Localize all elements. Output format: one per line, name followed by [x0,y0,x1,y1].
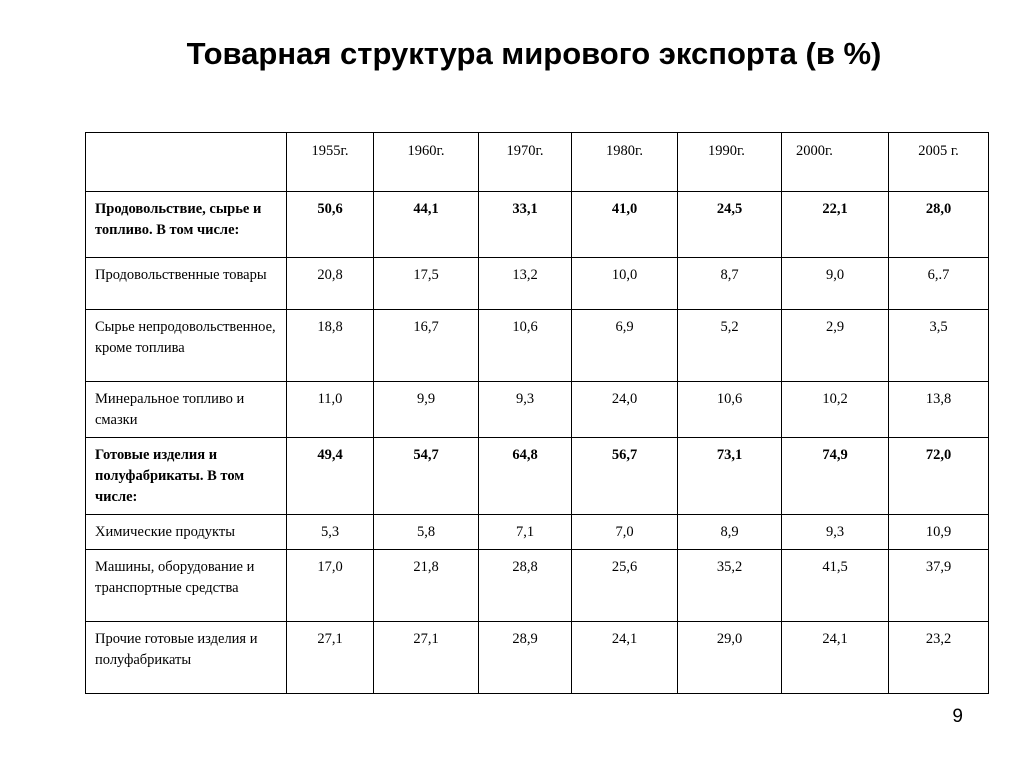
table-cell: 50,6 [287,192,374,258]
table-cell: 8,7 [678,258,782,310]
table-cell: 74,9 [782,438,889,515]
table-cell: 24,5 [678,192,782,258]
table-row [86,622,989,694]
table-cell: 35,2 [678,550,782,622]
table-cell: 17,5 [374,258,479,310]
table-cell: 64,8 [479,438,572,515]
table-cell: 24,1 [572,622,678,694]
column-header: 1960г. [374,133,479,192]
table-corner-cell [86,133,287,192]
table-body [86,192,989,694]
table-cell: 10,0 [572,258,678,310]
table-cell: 27,1 [374,622,479,694]
table-cell: 72,0 [889,438,989,515]
table-cell: 54,7 [374,438,479,515]
table-cell: 17,0 [287,550,374,622]
page-number: 9 [952,706,963,727]
table-cell: 41,5 [782,550,889,622]
table-cell: 18,8 [287,310,374,382]
table-cell: 73,1 [678,438,782,515]
export-structure-table [85,132,989,694]
table-row [86,438,989,515]
table-cell: 56,7 [572,438,678,515]
slide-title: Товарная структура мирового экспорта (в %) [186,36,882,71]
table-row [86,192,989,258]
table-cell: 10,9 [889,515,989,550]
table-cell: 3,5 [889,310,989,382]
table-cell: 6,9 [572,310,678,382]
column-header: 2000г. [782,133,889,192]
table-cell: 20,8 [287,258,374,310]
table-cell: 9,0 [782,258,889,310]
table-row [86,515,989,550]
table-cell: 25,6 [572,550,678,622]
table-cell: 49,4 [287,438,374,515]
column-header: 1970г. [479,133,572,192]
row-label: Продовольственные товары [86,258,287,310]
table-cell: 24,1 [782,622,889,694]
table-cell: 33,1 [479,192,572,258]
table-cell: 5,3 [287,515,374,550]
table-cell: 23,2 [889,622,989,694]
table-cell: 44,1 [374,192,479,258]
row-label: Машины, оборудование и транспортные средства [86,550,287,622]
column-header: 1980г. [572,133,678,192]
table-row [86,382,989,438]
table-cell: 16,7 [374,310,479,382]
table-cell: 13,2 [479,258,572,310]
column-header: 1990г. [678,133,782,192]
table-cell: 10,6 [678,382,782,438]
table-cell: 7,0 [572,515,678,550]
table-row [86,258,989,310]
table-cell: 24,0 [572,382,678,438]
table-cell: 2,9 [782,310,889,382]
row-label: Химические продукты [86,515,287,550]
table-cell: 9,9 [374,382,479,438]
table-cell: 5,2 [678,310,782,382]
column-header: 2005 г. [889,133,989,192]
table-row [86,550,989,622]
table-cell: 9,3 [479,382,572,438]
table-cell: 7,1 [479,515,572,550]
table-cell: 21,8 [374,550,479,622]
table-cell: 28,9 [479,622,572,694]
table-cell: 10,6 [479,310,572,382]
row-label: Продовольствие, сырье и топливо. В том числе: [86,192,287,258]
table-cell: 28,0 [889,192,989,258]
row-label: Минеральное топливо и смазки [86,382,287,438]
column-header: 1955г. [287,133,374,192]
row-label: Готовые изделия и полуфабрикаты. В том числе: [86,438,287,515]
table-cell: 11,0 [287,382,374,438]
table-cell: 22,1 [782,192,889,258]
table-cell: 10,2 [782,382,889,438]
table-cell: 13,8 [889,382,989,438]
table-cell: 41,0 [572,192,678,258]
table-cell: 5,8 [374,515,479,550]
table-row [86,310,989,382]
table-cell: 6,.7 [889,258,989,310]
table-cell: 28,8 [479,550,572,622]
table-cell: 9,3 [782,515,889,550]
table-cell: 27,1 [287,622,374,694]
table-cell: 29,0 [678,622,782,694]
table-header-row [86,133,989,192]
table-cell: 37,9 [889,550,989,622]
table-cell: 8,9 [678,515,782,550]
row-label: Прочие готовые изделия и полуфабрикаты [86,622,287,694]
row-label: Сырье непродовольственное, кроме топлива [86,310,287,382]
